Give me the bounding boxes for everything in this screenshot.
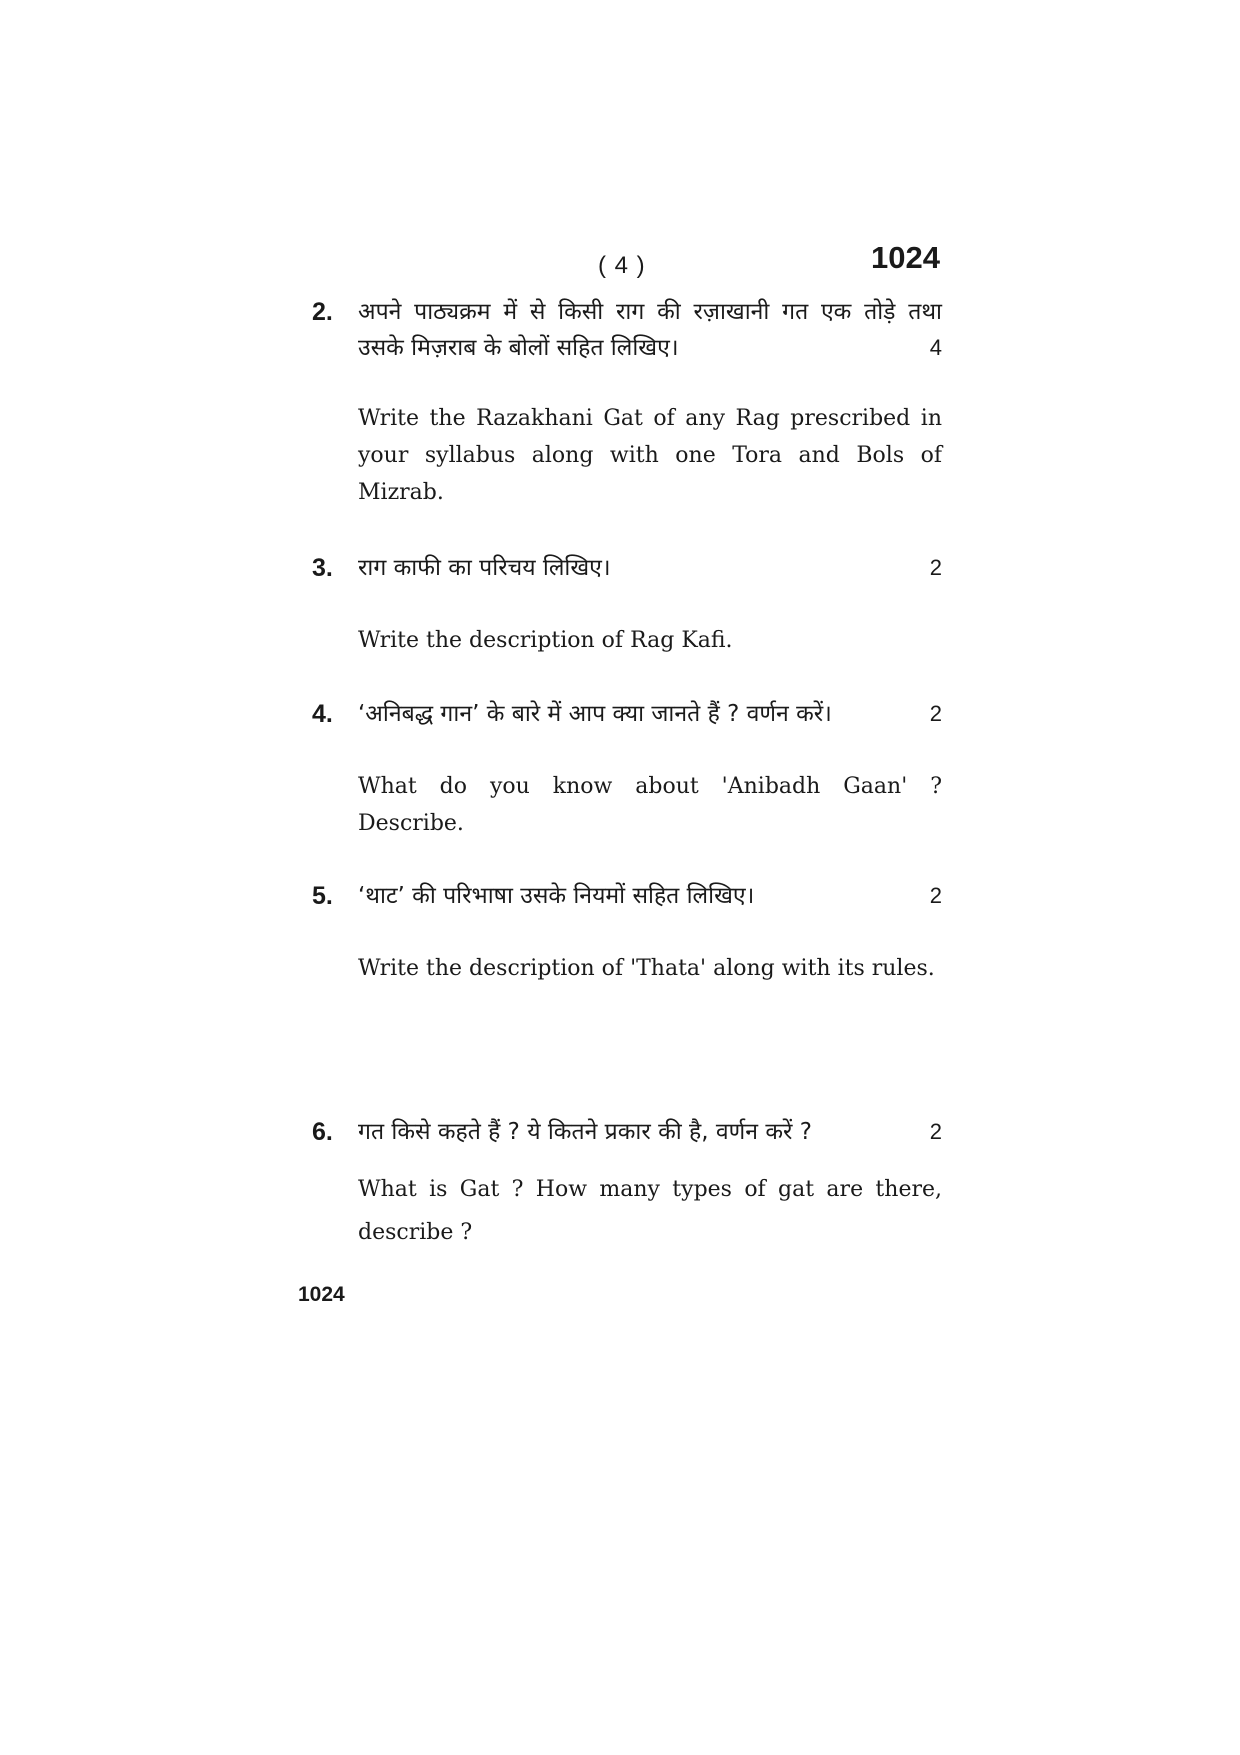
question-hindi-text: ‘थाट’ की परिभाषा उसके नियमों सहित लिखिए। bbox=[358, 883, 755, 909]
question-english-text: Write the description of Rag Kafi. bbox=[358, 628, 733, 653]
question-5 bbox=[312, 878, 942, 987]
question-number: 2. bbox=[312, 298, 333, 326]
question-english-text: What do you know about 'Anibadh Gaan' ? Describe. bbox=[358, 774, 942, 836]
question-hindi-line bbox=[358, 1114, 942, 1150]
question-hindi-text: अपने पाठ्यक्रम में से किसी राग की रज़ाखानी गत एक तोड़े तथा bbox=[358, 299, 942, 325]
question-marks: 4 bbox=[929, 335, 942, 360]
question-hindi-text: ‘अनिबद्ध गान’ के बारे में आप क्या जानते हैं ? वर्णन करें। bbox=[358, 701, 832, 727]
question-marks: 2 bbox=[929, 701, 942, 726]
question-number: 3. bbox=[312, 554, 333, 582]
question-3 bbox=[312, 550, 942, 659]
question-hindi-line-1 bbox=[358, 294, 942, 330]
paper-code-footer: 1024 bbox=[298, 1283, 345, 1306]
question-hindi-text: गत किसे कहते हैं ? ये कितने प्रकार की है, वर्णन करें ? bbox=[358, 1119, 812, 1145]
question-marks: 2 bbox=[929, 555, 942, 580]
question-2 bbox=[312, 294, 942, 511]
question-hindi-line bbox=[358, 550, 942, 586]
question-english-text: Write the description of 'Thata' along with its rules. bbox=[358, 956, 935, 981]
page-number: ( 4 ) bbox=[598, 252, 646, 279]
question-number: 5. bbox=[312, 882, 333, 910]
question-number: 4. bbox=[312, 700, 333, 728]
question-hindi-line bbox=[358, 878, 942, 914]
question-english-text: What is Gat ? How many types of gat are there, describe ? bbox=[358, 1177, 942, 1245]
question-marks: 2 bbox=[929, 1119, 942, 1144]
question-number: 6. bbox=[312, 1118, 333, 1146]
question-english-text: Write the Razakhani Gat of any Rag prescribed in your syllabus along with one Tora and Bols of Mizrab. bbox=[358, 406, 942, 505]
question-6 bbox=[312, 1114, 942, 1254]
question-hindi-line-2 bbox=[358, 330, 942, 366]
question-marks: 2 bbox=[929, 883, 942, 908]
question-hindi-text: राग काफी का परिचय लिखिए। bbox=[358, 555, 611, 581]
question-hindi-line bbox=[358, 696, 942, 732]
paper-code-header: 1024 bbox=[871, 240, 940, 275]
question-4 bbox=[312, 696, 942, 842]
question-hindi-text: उसके मिज़राब के बोलों सहित लिखिए। bbox=[358, 335, 679, 361]
